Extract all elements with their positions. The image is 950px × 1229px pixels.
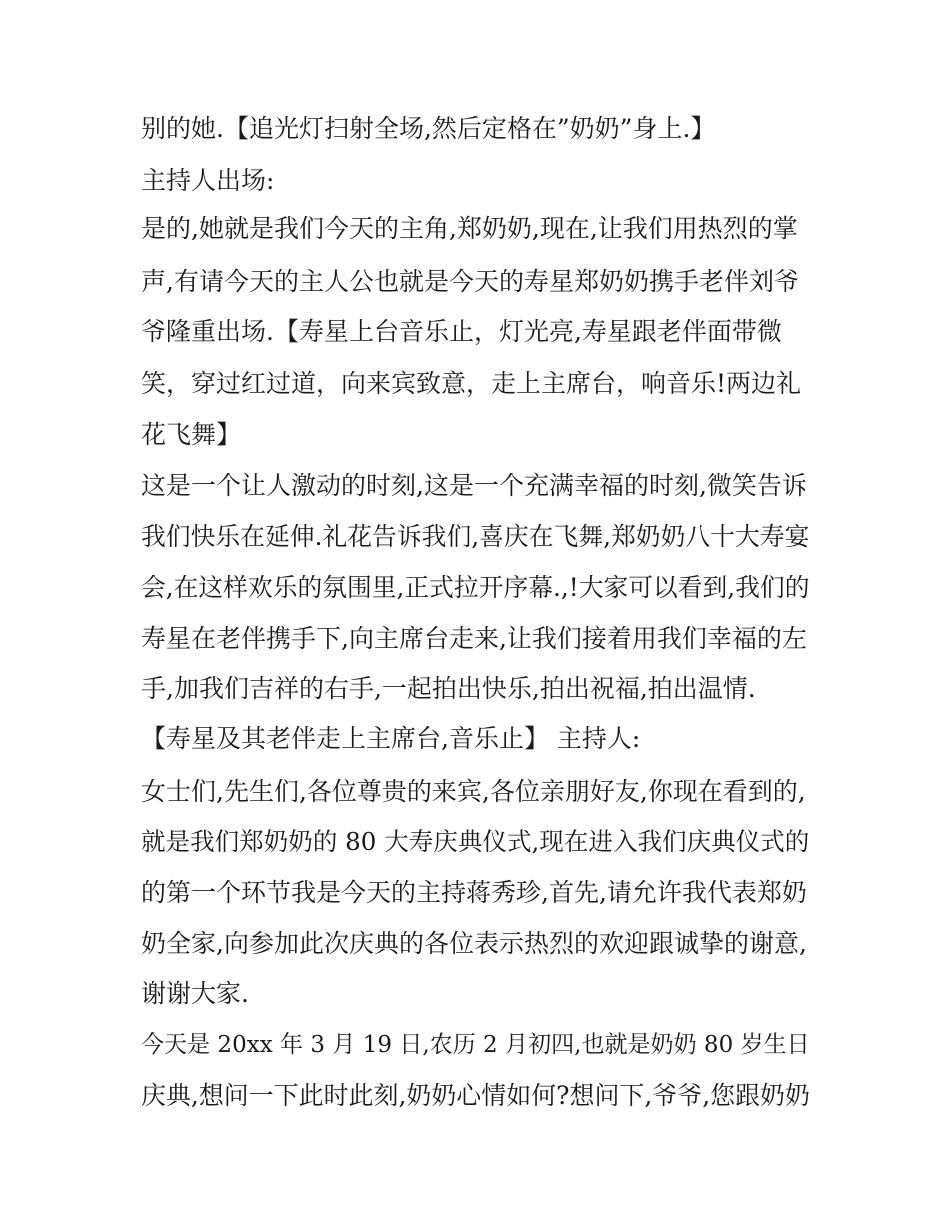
text-line: 这是一个让人激动的时刻,这是一个充满幸福的时刻,微笑告诉 [141, 471, 807, 500]
text-line: 寿星在老伴携手下,向主席台走来,让我们接着用我们幸福的左 [141, 624, 807, 653]
text-line: 的第一个环节我是今天的主持蒋秀珍,首先,请允许我代表郑奶 [141, 878, 807, 907]
text-line: 主持人出场: [141, 166, 275, 195]
text-line: 谢谢大家. [141, 979, 249, 1008]
text-line: 手,加我们吉祥的右手,一起拍出快乐,拍出祝福,拍出温情. [141, 674, 756, 703]
text-line: 庆典,想问一下此时此刻,奶奶心情如何?想问下,爷爷,您跟奶奶 [141, 1081, 810, 1110]
text-line: 【寿星及其老伴走上主席台,音乐止】 主持人: [141, 724, 641, 753]
text-line: 笑，穿过红过道，向来宾致意，走上主席台，响音乐!两边礼 [141, 369, 802, 398]
text-line: 别的她.【追光灯扫射全场,然后定格在”奶奶”身上.】 [141, 114, 716, 143]
text-line: 会,在这样欢乐的氛围里,正式拉开序幕.,!大家可以看到,我们的 [141, 573, 810, 602]
text-line: 今天是 20xx 年 3 月 19 日,农历 2 月初四,也就是奶奶 80 岁生日 [141, 1032, 810, 1058]
text-line: 我们快乐在延伸.礼花告诉我们,喜庆在飞舞,郑奶奶八十大寿宴 [141, 522, 810, 551]
text-line: 花飞舞】 [141, 420, 242, 449]
text-line: 女士们,先生们,各位尊贵的来宾,各位亲朋好友,你现在看到的, [141, 777, 806, 806]
text-line: 爷隆重出场.【寿星上台音乐止，灯光亮,寿星跟老伴面带微 [141, 317, 782, 346]
text-line: 声,有请今天的主人公也就是今天的寿星郑奶奶携手老伴刘爷 [141, 267, 799, 296]
text-line: 奶全家,向参加此次庆典的各位表示热烈的欢迎跟诚挚的谢意, [141, 929, 807, 958]
text-line: 就是我们郑奶奶的 80 大寿庆典仪式,现在进入我们庆典仪式的 [141, 827, 810, 856]
text-line: 是的,她就是我们今天的主角,郑奶奶,现在,让我们用热烈的掌 [141, 214, 798, 243]
